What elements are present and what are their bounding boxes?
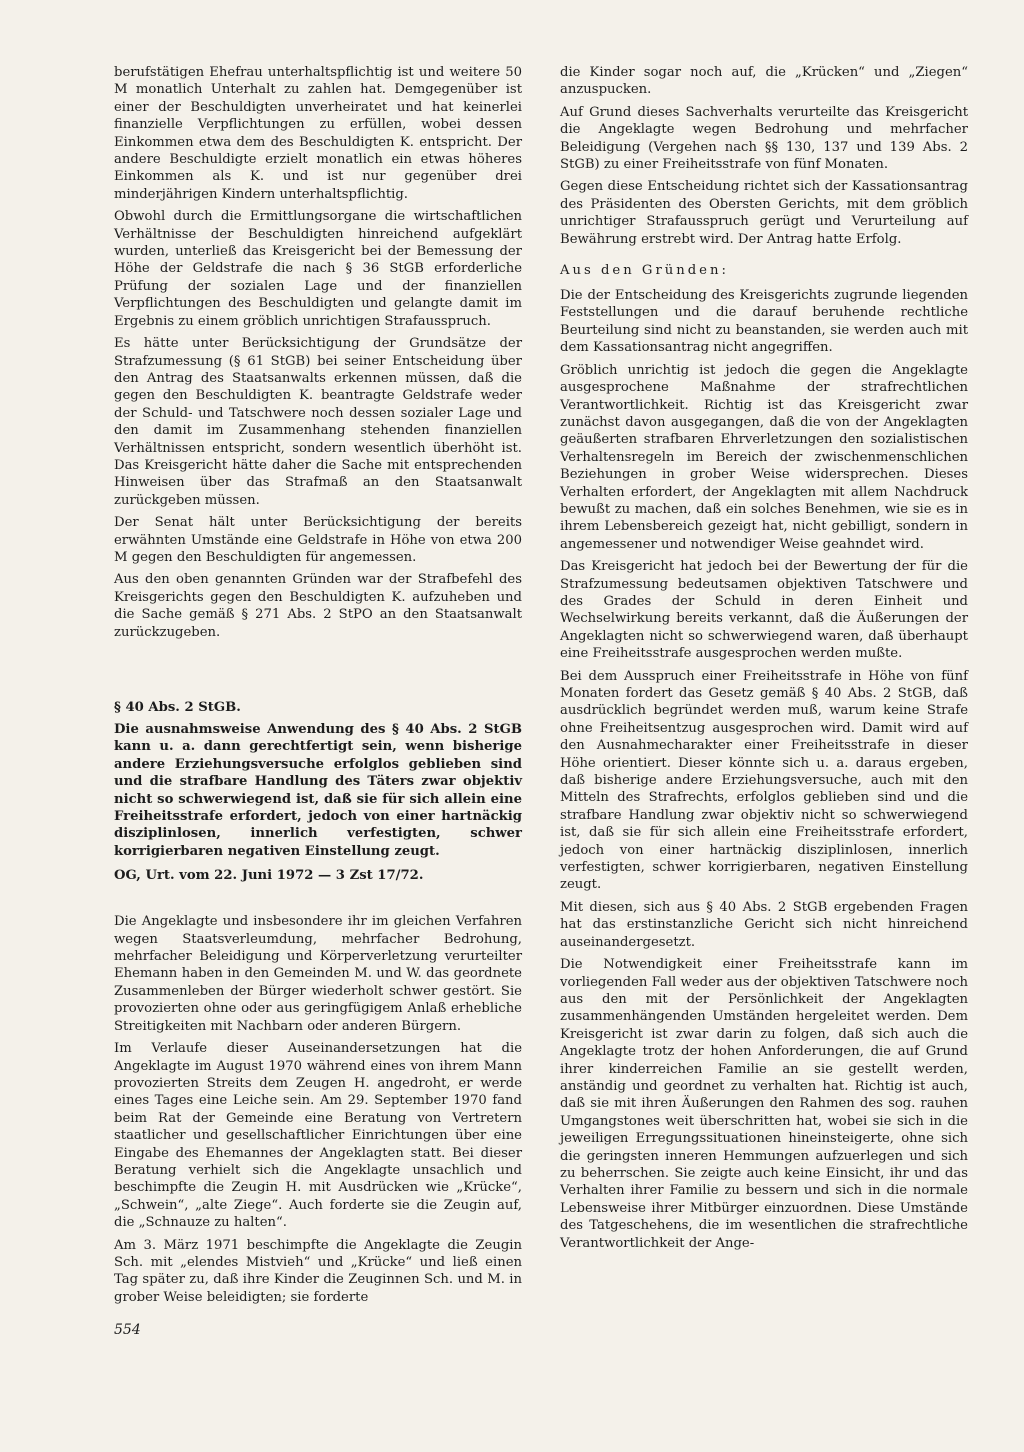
section-spacer	[114, 883, 522, 913]
section-heading: Aus den Gründen:	[560, 263, 729, 279]
body-paragraph: berufstätigen Ehefrau unterhaltspflichtig ist und weitere 50 M monatlich Unterhalt zu zahlen hat. Demgegenüber ist einer der Beschuldigten unverheiratet und hat keinerlei finanzielle Verpflichtungen zu erfüllen, wobei dessen Einkommen etwa dem des Beschuldigten K. entspricht. Der andere Beschuldigte erzielt monatlich ein etwas höheres Einkommen als K. und ist nur gegenüber drei minderjährigen Kindern unterhaltspflichtig.	[114, 65, 522, 202]
body-paragraph: Am 3. März 1971 beschimpfte die Angeklagte die Zeugin Sch. mit „elendes Mistvieh“ und „Krücke“ und ließ einen Tag später zu, daß ihre Kinder die Zeuginnen Sch. und M. in grober Weise beleidigten; sie forderte	[114, 1237, 522, 1305]
body-paragraph: Bei dem Ausspruch einer Freiheitsstrafe in Höhe von fünf Monaten fordert das Gesetz gemäß § 40 Abs. 2 StGB, daß ausdrücklich begründet werden muß, warum keine Strafe ohne Freiheitsentzug ausgesprochen wird. Damit wird auf den Ausnahmecharakter einer Freiheitsstrafe in dieser Höhe orientiert. Dieser könnte sich u. a. daraus ergeben, daß bisherige andere Erziehungsversuche, auch mit den Mitteln des Strafrechts, erfolglos geblieben sind und die strafbare Handlung zwar objektiv nicht so schwerwiegend ist, daß sie für sich allein eine Freiheitsstrafe erfordert, jedoch von einer hartnäckig disziplinlosen, innerlich verfestigten, schwer korrigierbaren, negativen Einstellung zeugt.	[560, 668, 968, 893]
body-paragraph: Aus den oben genannten Gründen war der Strafbefehl des Kreisgerichts gegen den Beschuldigten K. aufzuheben und die Sache gemäß § 271 Abs. 2 StPO an den Staatsanwalt zurückzugeben.	[114, 572, 522, 640]
left-column	[114, 64, 522, 1311]
law-reference-heading: § 40 Abs. 2 StGB.	[114, 700, 241, 715]
section-spacer	[114, 646, 522, 700]
body-paragraph: Die Angeklagte und insbesondere ihr im gleichen Verfahren wegen Staatsverleumdung, mehrfacher Bedrohung, mehrfacher Beleidigung und Körperverletzung verurteilter Ehemann haben in den Gemeinden M. und W. das geordnete Zusammenleben der Bürger wiederholt schwer gestört. Sie provozierten ohne oder aus geringfügigem Anlaß erhebliche Streitigkeiten mit Nachbarn oder anderen Bürgern.	[114, 914, 522, 1034]
body-paragraph: Auf Grund dieses Sachverhalts verurteilte das Kreisgericht die Angeklagte wegen Bedrohung und mehrfacher Beleidigung (Vergehen nach §§ 130, 137 und 139 Abs. 2 StGB) zu einer Freiheitsstrafe von fünf Monaten.	[560, 104, 968, 173]
body-paragraph: Es hätte unter Berücksichtigung der Grundsätze der Strafzumessung (§ 61 StGB) bei seiner Entscheidung über den Antrag des Staatsanwalts erkennen müssen, daß die gegen den Beschuldigten K. beantragte Geldstrafe weder der Schuld- und Tatschwere noch dessen sozialer Lage und den damit im Zusammenhang stehenden finanziellen Verhältnissen entspricht, sondern wesentlich überhöht ist. Das Kreisgericht hätte daher die Sache mit entsprechenden Hinweisen über das Strafmaß an den Staatsanwalt zurückgeben müssen.	[114, 336, 522, 508]
body-paragraph: Die der Entscheidung des Kreisgerichts zugrunde liegenden Feststellungen und die darauf beruhende rechtliche Beurteilung sind nicht zu beanstanden, sie werden auch mit dem Kassationsantrag nicht angegriffen.	[560, 288, 968, 356]
body-paragraph: Im Verlaufe dieser Auseinandersetzungen hat die Angeklagte im August 1970 während eines von ihrem Mann provozierten Streits dem Zeugen H. angedroht, er werde eines Tages eine Leiche sein. Am 29. September 1970 fand beim Rat der Gemeinde eine Beratung von Vertretern staatlicher und gesellschaftlicher Einrichtungen über eine Eingabe des Ehemannes der Angeklagten statt. Bei dieser Beratung verhielt sich die Angeklagte unsachlich und beschimpfte die Zeugin H. mit Ausdrücken wie „Krücke“, „Schwein“, „alte Ziege“. Auch forderte sie die Zeugin auf, die „Schnauze zu halten“.	[114, 1041, 522, 1231]
body-paragraph: Das Kreisgericht hat jedoch bei der Bewertung der für die Strafzumessung bedeutsamen objektiven Tatschwere und des Grades der Schuld in deren Einheit und Wechselwirkung bereits verkannt, daß die Äußerungen der Angeklagten nicht so schwerwiegend waren, daß überhaupt eine Freiheitsstrafe ausgesprochen werden mußte.	[560, 559, 968, 662]
body-paragraph: Der Senat hält unter Berücksichtigung der bereits erwähnten Umstände eine Geldstrafe in Höhe von etwa 200 M gegen den Beschuldigten für angemessen.	[114, 515, 522, 565]
body-paragraph: Die Notwendigkeit einer Freiheitsstrafe kann im vorliegenden Fall weder aus der objektiven Tatschwere noch aus den mit der Persönlichkeit der Angeklagten zusammenhängenden Umständen hergeleitet werden. Dem Kreisgericht ist zwar darin zu folgen, daß sich auch die Angeklagte trotz der hohen Anforderungen, die auf Grund ihrer kinderreichen Familie an sie gestellt werden, anständig und geordnet zu verhalten hat. Richtig ist auch, daß sie mit ihren Äußerungen den Rahmen des sog. rauhen Umgangstones weit überschritten hat, wobei sie sich in die jeweiligen Erregungssituationen hineinsteigerte, ohne sich die geringsten inneren Hemmungen aufzuerlegen und sich zu beherrschen. Sie zeigte auch keine Einsicht, ihr und das Verhalten ihrer Familie zu bessern und sich in die normale Lebensweise ihrer Mitbürger einzuordnen. Diese Umstände des Tatgeschehens, die im wesentlichen die strafrechtliche Verantwortlichkeit der Ange-	[560, 957, 968, 1251]
body-paragraph: die Kinder sogar noch auf, die „Krücken“ und „Ziegen“ anzuspucken.	[560, 65, 968, 98]
body-paragraph: Gegen diese Entscheidung richtet sich der Kassationsantrag des Präsidenten des Obersten Gerichts, mit dem gröblich unrichtiger Strafausspruch gerügt und Verurteilung auf Bewährung erstrebt wird. Der Antrag hatte Erfolg.	[560, 179, 968, 247]
headnote: Die ausnahmsweise Anwendung des § 40 Abs. 2 StGB kann u. a. dann gerechtfertigt sein, wenn bisherige andere Erziehungsversuche erfolglos geblieben sind und die strafbare Handlung des Täters zwar objektiv nicht so schwerwiegend ist, daß sie für sich allein eine Freiheitsstrafe erfordert, jedoch von einer hartnäckig disziplinlosen, innerlich verfestigten, schwer korrigierbaren negativen Einstellung zeugt.	[114, 722, 522, 859]
body-paragraph: Obwohl durch die Ermittlungsorgane die wirtschaftlichen Verhältnisse der Beschuldigten hinreichend aufgeklärt wurden, unterließ das Kreisgericht bei der Bemessung der Höhe der Geldstrafe die nach § 36 StGB erforderliche Prüfung der sozialen Lage und der finanziellen Verpflichtungen des Beschuldigten und gelangte damit im Ergebnis zu einem gröblich unrichtigen Strafausspruch.	[114, 209, 522, 329]
body-paragraph: Gröblich unrichtig ist jedoch die gegen die Angeklagte ausgesprochene Maßnahme der strafrechtlichen Verantwortlichkeit. Richtig ist das Kreisgericht zwar zunächst davon ausgegangen, daß die von der Angeklagten geäußerten strafbaren Ehrverletzungen den sozialistischen Verhaltensregeln im Bereich der zwischenmenschlichen Beziehungen in grober Weise widersprechen. Dieses Verhalten erfordert, der Angeklagten mit allem Nachdruck bewußt zu machen, daß ein solches Benehmen, wie sie es in ihrem Lebensbereich gezeigt hat, nicht gebilligt, sondern in angemessener und notwendiger Weise geahndet wird.	[560, 362, 968, 552]
body-paragraph: Mit diesen, sich aus § 40 Abs. 2 StGB ergebenden Fragen hat das erstinstanzliche Gericht sich nicht hinreichend auseinandergesetzt.	[560, 899, 968, 950]
page-number: 554	[114, 1322, 141, 1338]
court-citation: OG, Urt. vom 22. Juni 1972 — 3 Zst 17/72.	[114, 868, 424, 884]
right-column	[560, 64, 968, 1257]
